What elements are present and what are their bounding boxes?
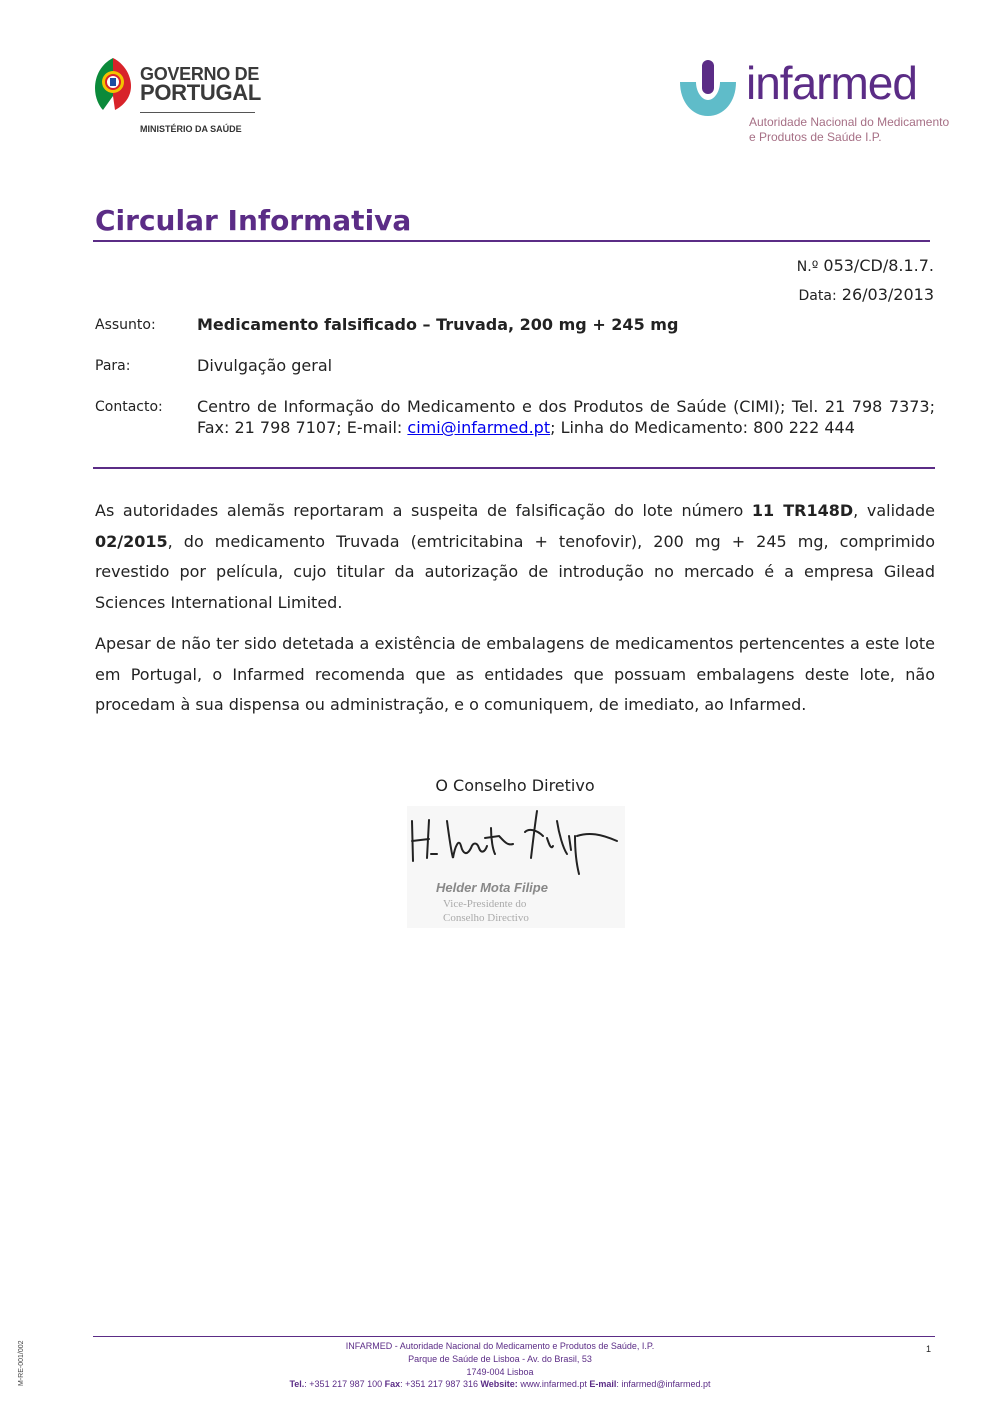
contact-text-before: Centro de Informação do Medicamento e dos Produtos de Saúde (CIMI); Tel. 21 798 7373; Fax: 21 798 7107; E-mail:: [197, 397, 935, 437]
footer-contacts: [0, 1379, 1000, 1389]
header-section-divider: [93, 467, 935, 469]
infarmed-logo-subtitle-line1: Autoridade Nacional do Medicamento: [749, 115, 950, 129]
gov-logo-line2: PORTUGAL: [140, 80, 262, 105]
document-number: [797, 256, 934, 275]
contact-email-link[interactable]: cimi@infarmed.pt: [407, 418, 551, 437]
contact-label: Contacto:: [95, 399, 163, 415]
document-date-value: 26/03/2013: [841, 285, 934, 304]
footer-email-label: E-mail: [589, 1379, 617, 1389]
para1-text-a: As autoridades alemãs reportaram a suspeita de falsificação do lote número: [95, 501, 752, 520]
recipient-label: Para:: [95, 358, 131, 374]
footer-website-label: Website:: [480, 1379, 518, 1389]
document-date-label: Data:: [798, 288, 837, 304]
signature-stamp-name: Helder Mota Filipe: [436, 880, 548, 895]
footer-divider: [93, 1336, 935, 1337]
contact-value: [197, 396, 935, 438]
lot-number: 11 TR148D: [751, 501, 854, 520]
footer-address: Parque de Saúde de Lisboa - Av. do Brasil, 53: [408, 1354, 592, 1364]
signature-heading: O Conselho Diretivo: [435, 776, 595, 795]
document-date: [799, 285, 934, 304]
governo-de-portugal-emblem-icon: [93, 56, 133, 112]
footer-fax: : +351 217 987 316: [400, 1379, 481, 1389]
form-code: M-RE-001/002: [18, 1340, 25, 1386]
footer-email[interactable]: : infarmed@infarmed.pt: [616, 1379, 711, 1389]
footer-postcode: 1749-004 Lisboa: [466, 1367, 534, 1377]
title-divider: [93, 240, 930, 242]
validity-date: 02/2015: [95, 531, 168, 551]
body-paragraph-1: [95, 496, 935, 619]
subject-label: Assunto:: [95, 317, 156, 333]
infarmed-logo-name: infarmed: [746, 57, 917, 109]
footer-tel-label: Tel.: [289, 1379, 305, 1389]
contact-text-after: ; Linha do Medicamento: 800 222 444: [550, 418, 855, 437]
signature-stamp-role-line2: Conselho Directivo: [443, 912, 529, 924]
para1-text-b: , validade: [853, 501, 936, 520]
document-title: Circular Informativa: [95, 204, 412, 237]
infarmed-logo-subtitle-line2: e Produtos de Saúde I.P.: [749, 130, 882, 144]
footer-organization: INFARMED - Autoridade Nacional do Medicamento e Produtos de Saúde, I.P.: [345, 1341, 655, 1351]
footer-website[interactable]: www.infarmed.pt: [517, 1379, 590, 1389]
subject-value: Medicamento falsificado – Truvada, 200 mg + 245 mg: [197, 315, 679, 334]
footer-fax-label: Fax: [384, 1379, 401, 1389]
infarmed-logo-icon: [676, 58, 740, 122]
gov-logo-divider: [140, 112, 255, 113]
body-paragraph-2: Apesar de não ter sido detetada a existência de embalagens de medicamentos pertencentes a este lote em Portugal, o Infarmed recomenda que as entidades que possuam embalagens deste lote, não procedam à sua dispensa ou administração, e o comuniquem, de imediato, ao Infarmed.: [95, 634, 935, 715]
footer-tel: : +351 217 987 100: [304, 1379, 385, 1389]
document-number-value: 053/CD/8.1.7.: [823, 256, 934, 275]
recipient-value: Divulgação geral: [197, 356, 333, 375]
document-number-label: N.º: [796, 259, 819, 275]
gov-logo-ministry: MINISTÉRIO DA SAÚDE: [140, 124, 242, 134]
gov-logo-line1: GOVERNO DE: [140, 64, 260, 84]
para1-text-c: , do medicamento Truvada (emtricitabina + tenofovir), 200 mg + 245 mg, comprimido revestido por película, cujo titular da autorização de introdução no mercado é a empresa Gilead Sciences International Limited.: [95, 531, 935, 613]
page-number: 1: [926, 1344, 932, 1354]
signature-stamp-role-line1: Vice-Presidente do: [443, 898, 527, 910]
